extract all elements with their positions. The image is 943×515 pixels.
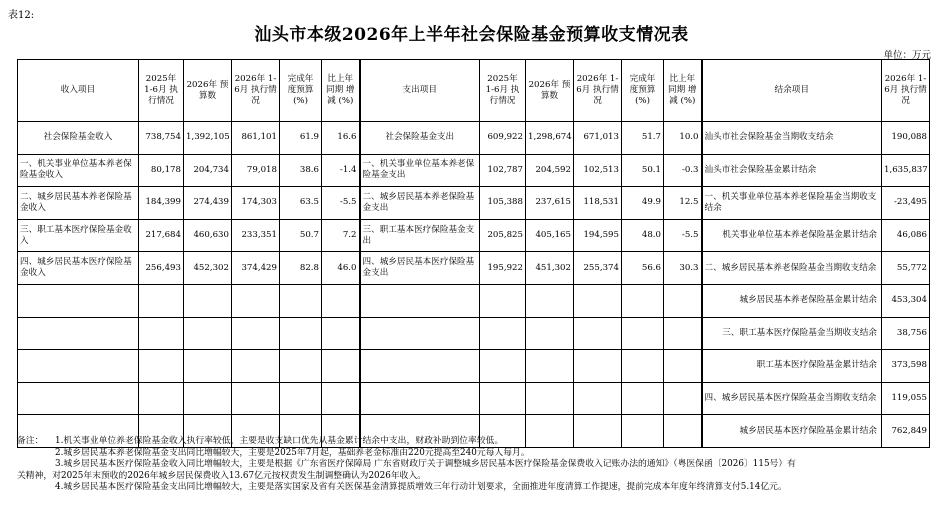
income-2025-cell: 217,684 [139, 219, 184, 252]
page-title: 汕头市本级2026年上半年社会保险基金预算收支情况表 [254, 25, 689, 45]
income-2026-cell: 861,101 [232, 122, 280, 155]
header-expense-budget-2026: 2026年 预算数 [526, 60, 574, 122]
expense-budget-2026-cell: 451,302 [526, 252, 574, 285]
income-item-cell [18, 284, 139, 317]
expense-yoy-cell [664, 382, 702, 415]
table-row [18, 350, 930, 383]
expense-2025-cell [480, 382, 526, 415]
income-2025-cell: 80,178 [139, 154, 184, 187]
expense-2025-cell: 102,787 [480, 154, 526, 187]
income-2025-cell [139, 350, 184, 383]
expense-rate-cell [622, 317, 664, 350]
expense-2025-cell: 205,825 [480, 219, 526, 252]
income-item-cell [18, 317, 139, 350]
expense-rate-cell [622, 382, 664, 415]
income-yoy-cell: -1.4 [322, 154, 360, 187]
expense-2026-cell: 118,531 [574, 187, 622, 220]
income-rate-cell [280, 350, 322, 383]
income-rate-cell [280, 284, 322, 317]
expense-2025-cell: 609,922 [480, 122, 526, 155]
expense-budget-2026-cell: 204,592 [526, 154, 574, 187]
income-2026-cell [232, 350, 280, 383]
balance-2026-cell: 1,635,837 [882, 154, 930, 187]
budget-table [17, 59, 930, 448]
income-2026-cell: 374,429 [232, 252, 280, 285]
expense-2025-cell: 195,922 [480, 252, 526, 285]
note-item-continued: 关精神，对2025年末预收的2026年城乡居民保费收入13.67亿元按权责发生制调整确认为2026年收入。 [17, 470, 427, 481]
expense-2025-cell [480, 317, 526, 350]
expense-yoy-cell: 12.5 [664, 187, 702, 220]
expense-yoy-cell: 30.3 [664, 252, 702, 285]
income-yoy-cell: 46.0 [322, 252, 360, 285]
income-yoy-cell [322, 317, 360, 350]
income-yoy-cell: -5.5 [322, 187, 360, 220]
header-expense-2026: 2026年 1-6月 执行情况 [574, 60, 622, 122]
income-budget-2026-cell [184, 284, 232, 317]
note-item: 4.城乡居民基本医疗保险基金支出同比增幅较大，主要是落实国家及省有关医保基金清算提质增效三年行动计划要求，全面推进年度清算工作提速，提前完成本年度年终清算支付5.14亿元。 [55, 482, 787, 493]
unit-label: 单位：万元 [883, 50, 931, 61]
expense-item-cell: 一、机关事业单位基本养老保险基金支出 [360, 154, 480, 187]
income-budget-2026-cell [184, 317, 232, 350]
expense-item-cell: 社会保险基金支出 [360, 122, 480, 155]
income-item-cell [18, 382, 139, 415]
expense-2025-cell [480, 350, 526, 383]
income-item-cell: 社会保险基金收入 [18, 122, 139, 155]
income-2026-cell: 79,018 [232, 154, 280, 187]
table-header-row [18, 60, 930, 122]
expense-rate-cell [622, 284, 664, 317]
header-expense-item: 支出项目 [360, 60, 480, 122]
expense-2026-cell: 194,595 [574, 219, 622, 252]
note-item: 3.城乡居民基本医疗保险基金收入同比增幅较大，主要是根据《广东省医疗保障局 广东省财政厅关于调整城乡居民基本医疗保险基金保费收入记账办法的通知》（粤医保函〔2026〕115号）有 [55, 459, 796, 470]
expense-item-cell: 四、城乡居民基本医疗保险基金支出 [360, 252, 480, 285]
income-item-cell [18, 350, 139, 383]
expense-yoy-cell: 10.0 [664, 122, 702, 155]
balance-2026-cell: 453,304 [882, 284, 930, 317]
income-budget-2026-cell: 1,392,105 [184, 122, 232, 155]
balance-2026-cell: -23,495 [882, 187, 930, 220]
balance-item-cell: 三、职工基本医疗保险基金当期收支结余 [702, 317, 882, 350]
income-2025-cell [139, 284, 184, 317]
table-row [18, 317, 930, 350]
header-balance-item: 结余项目 [702, 60, 882, 122]
expense-yoy-cell [664, 317, 702, 350]
header-income-2026: 2026年 1-6月 执行情况 [232, 60, 280, 122]
table-row [18, 219, 930, 252]
header-income-yoy: 比上年 同期 增减 (%) [322, 60, 360, 122]
expense-yoy-cell [664, 284, 702, 317]
expense-item-cell [360, 284, 480, 317]
income-budget-2026-cell: 460,630 [184, 219, 232, 252]
income-item-cell: 二、城乡居民基本养老保险基金收入 [18, 187, 139, 220]
balance-item-cell: 二、城乡居民基本养老保险基金当期收支结余 [702, 252, 882, 285]
notes-section [17, 436, 929, 494]
expense-2026-cell: 255,374 [574, 252, 622, 285]
table-row [18, 187, 930, 220]
income-rate-cell [280, 317, 322, 350]
income-budget-2026-cell [184, 382, 232, 415]
table-row [18, 154, 930, 187]
table-number-label: 表12: [8, 10, 35, 21]
expense-item-cell: 三、职工基本医疗保险基金支出 [360, 219, 480, 252]
income-2026-cell [232, 382, 280, 415]
table-row [18, 252, 930, 285]
expense-rate-cell: 49.9 [622, 187, 664, 220]
income-item-cell: 一、机关事业单位基本养老保险基金收入 [18, 154, 139, 187]
expense-yoy-cell: -5.5 [664, 219, 702, 252]
header-income-budget-2026: 2026年 预算数 [184, 60, 232, 122]
expense-item-cell: 二、城乡居民基本养老保险基金支出 [360, 187, 480, 220]
balance-item-cell: 职工基本医疗保险基金累计结余 [702, 350, 882, 383]
income-2025-cell: 738,754 [139, 122, 184, 155]
income-2026-cell: 174,303 [232, 187, 280, 220]
expense-rate-cell [622, 350, 664, 383]
income-yoy-cell [322, 284, 360, 317]
income-rate-cell [280, 382, 322, 415]
expense-budget-2026-cell [526, 382, 574, 415]
expense-yoy-cell [664, 350, 702, 383]
expense-item-cell [360, 382, 480, 415]
table-row [18, 122, 930, 155]
income-budget-2026-cell: 452,302 [184, 252, 232, 285]
income-yoy-cell [322, 382, 360, 415]
header-expense-yoy: 比上年 同期 增减 (%) [664, 60, 702, 122]
income-yoy-cell [322, 350, 360, 383]
income-rate-cell: 82.8 [280, 252, 322, 285]
income-2026-cell: 233,351 [232, 219, 280, 252]
balance-2026-cell: 46,086 [882, 219, 930, 252]
note-item: 1.机关事业单位养老保险基金收入执行率较低，主要是收支缺口优先从基金累计结余中支出，财政补助到位率较低。 [55, 436, 504, 446]
expense-rate-cell: 56.6 [622, 252, 664, 285]
income-2026-cell [232, 317, 280, 350]
expense-budget-2026-cell: 1,298,674 [526, 122, 574, 155]
balance-item-cell: 四、城乡居民基本医疗保险基金当期收支结余 [702, 382, 882, 415]
expense-item-cell [360, 317, 480, 350]
expense-rate-cell: 51.7 [622, 122, 664, 155]
income-item-cell: 四、城乡居民基本医疗保险基金收入 [18, 252, 139, 285]
income-budget-2026-cell [184, 350, 232, 383]
header-expense-2025: 2025年 1-6月 执行情况 [480, 60, 526, 122]
expense-budget-2026-cell: 405,165 [526, 219, 574, 252]
income-2025-cell [139, 382, 184, 415]
table-row [18, 382, 930, 415]
expense-budget-2026-cell [526, 350, 574, 383]
balance-2026-cell: 762,849 [882, 415, 930, 448]
income-budget-2026-cell: 204,734 [184, 154, 232, 187]
income-rate-cell: 63.5 [280, 187, 322, 220]
expense-2026-cell [574, 317, 622, 350]
income-2025-cell [139, 317, 184, 350]
income-yoy-cell: 7.2 [322, 219, 360, 252]
expense-2026-cell [574, 382, 622, 415]
expense-2026-cell [574, 350, 622, 383]
balance-item-cell: 机关事业单位基本养老保险基金累计结余 [702, 219, 882, 252]
expense-2025-cell: 105,388 [480, 187, 526, 220]
balance-2026-cell: 373,598 [882, 350, 930, 383]
balance-2026-cell: 190,088 [882, 122, 930, 155]
note-item: 2.城乡居民基本养老保险基金支出同比增幅较大，主要是2025年7月起，基础养老金标准由220元提高至240元每人每月。 [55, 447, 530, 458]
expense-budget-2026-cell [526, 317, 574, 350]
income-item-cell: 三、职工基本医疗保险基金收入 [18, 219, 139, 252]
expense-2025-cell [480, 284, 526, 317]
income-rate-cell: 61.9 [280, 122, 322, 155]
income-yoy-cell: 16.6 [322, 122, 360, 155]
header-income-2025: 2025年 1-6月 执行情况 [139, 60, 184, 122]
header-balance-2026: 2026年 1-6月 执行情况 [882, 60, 930, 122]
expense-rate-cell: 48.0 [622, 219, 664, 252]
expense-yoy-cell: -0.3 [664, 154, 702, 187]
balance-2026-cell: 55,772 [882, 252, 930, 285]
balance-item-cell: 城乡居民基本医疗保险基金累计结余 [702, 415, 882, 448]
expense-2026-cell: 102,513 [574, 154, 622, 187]
header-income-item: 收入项目 [18, 60, 139, 122]
table-row [18, 284, 930, 317]
expense-budget-2026-cell [526, 284, 574, 317]
income-rate-cell: 38.6 [280, 154, 322, 187]
expense-rate-cell: 50.1 [622, 154, 664, 187]
expense-item-cell [360, 350, 480, 383]
header-expense-rate: 完成年 度预算 (%) [622, 60, 664, 122]
balance-item-cell: 汕头市社会保险基金当期收支结余 [702, 122, 882, 155]
header-income-rate: 完成年 度预算 (%) [280, 60, 322, 122]
income-2025-cell: 184,399 [139, 187, 184, 220]
balance-item-cell: 汕头市社会保险基金累计结余 [702, 154, 882, 187]
expense-2026-cell: 671,013 [574, 122, 622, 155]
income-2026-cell [232, 284, 280, 317]
balance-2026-cell: 38,756 [882, 317, 930, 350]
income-budget-2026-cell: 274,439 [184, 187, 232, 220]
balance-2026-cell: 119,055 [882, 382, 930, 415]
expense-2026-cell [574, 284, 622, 317]
balance-item-cell: 一、机关事业单位基本养老保险基金当期收支结余 [702, 187, 882, 220]
notes-label: 备注： [17, 436, 44, 446]
balance-item-cell: 城乡居民基本养老保险基金累计结余 [702, 284, 882, 317]
expense-budget-2026-cell: 237,615 [526, 187, 574, 220]
income-2025-cell: 256,493 [139, 252, 184, 285]
income-rate-cell: 50.7 [280, 219, 322, 252]
